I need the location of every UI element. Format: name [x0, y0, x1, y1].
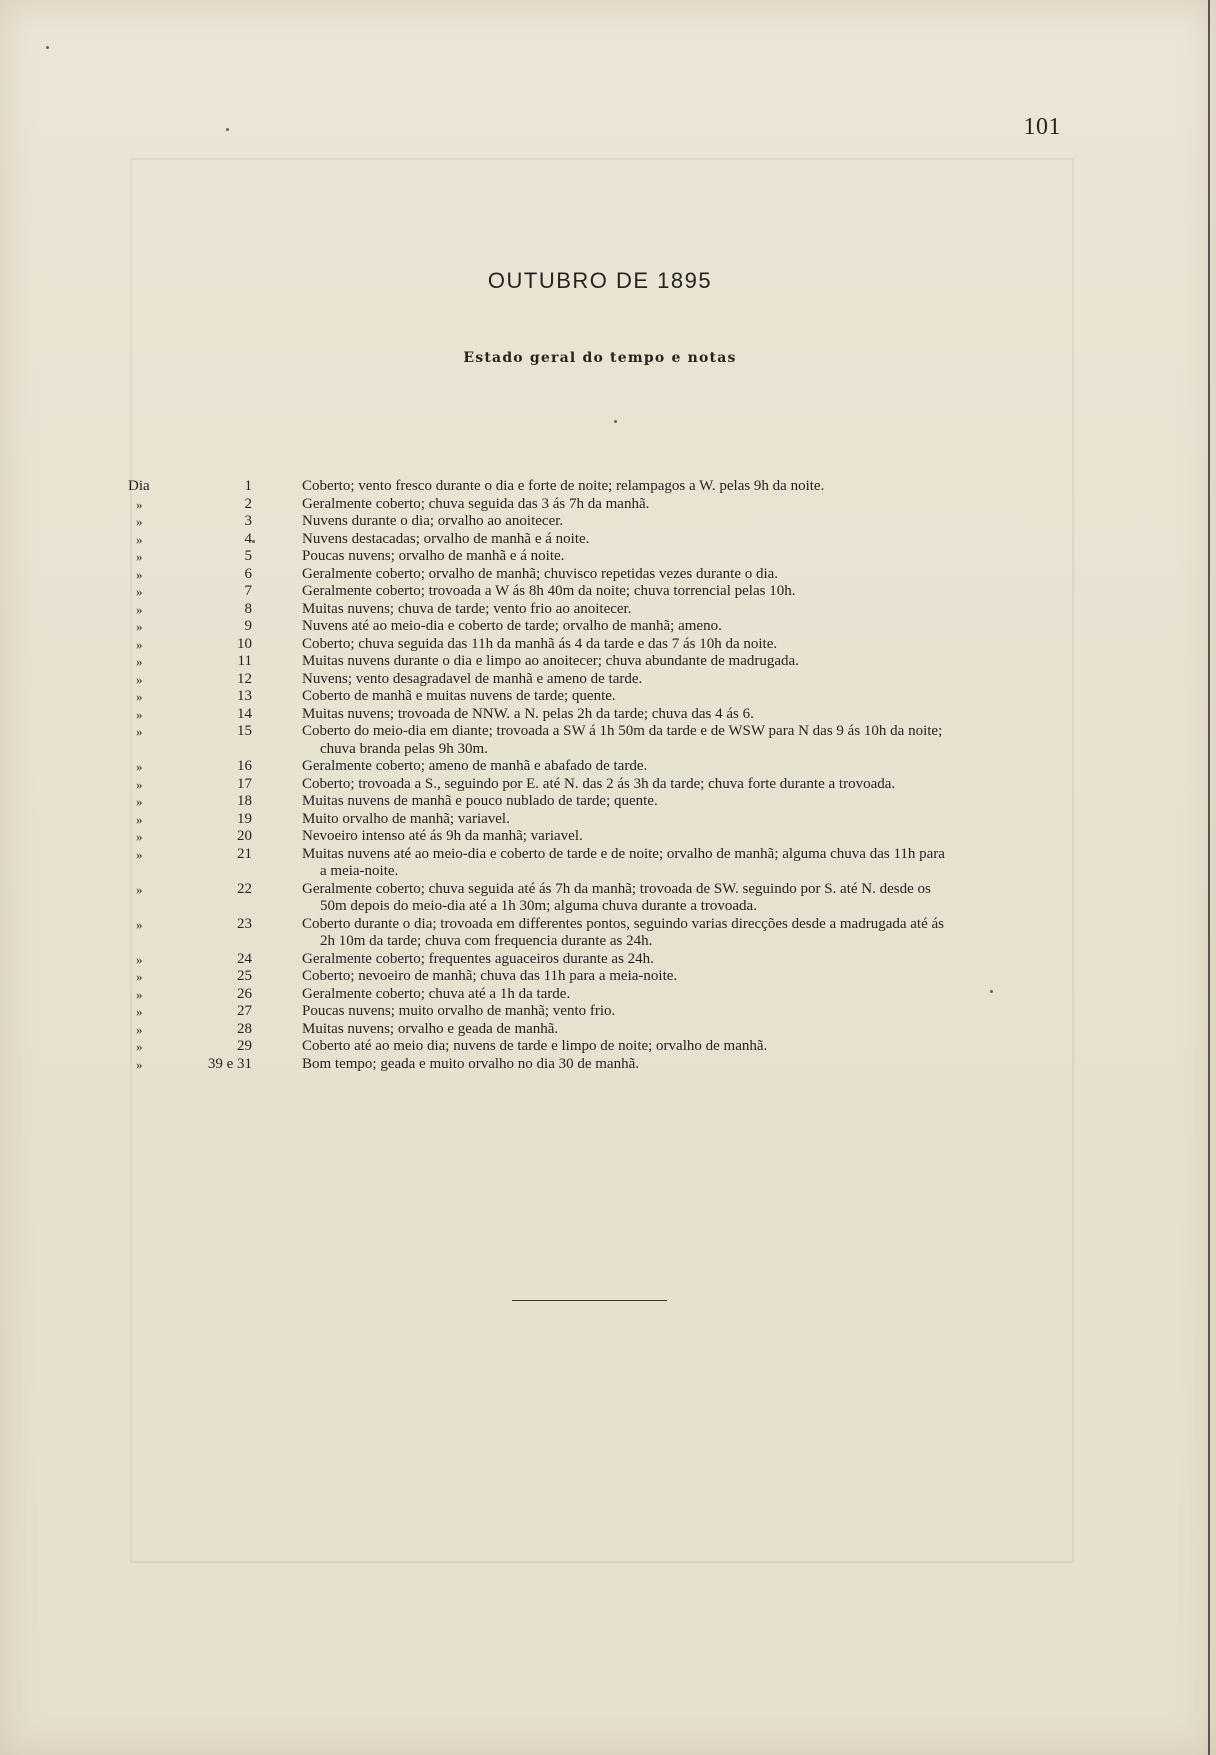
- entry-row: [128, 671, 1063, 689]
- entry-text-line: Muitas nuvens; trovoada de NNW. a N. pelas 2h da tarde; chuva das 4 ás 6.: [302, 705, 754, 722]
- entry-row: [128, 723, 1063, 758]
- entry-day: 23: [237, 915, 252, 932]
- entry-text: [260, 636, 1063, 654]
- entry-day: 27: [237, 1003, 252, 1019]
- entry-text: [260, 793, 1063, 811]
- entry-text: [260, 513, 1063, 531]
- ditto-mark: »: [136, 706, 143, 722]
- entry-text-line: Nuvens; vento desagradavel de manhã e ameno de tarde.: [302, 670, 643, 687]
- entry-text: [260, 496, 1063, 514]
- entry-text-line: Coberto até ao meio dia; nuvens de tarde e limpo de noite; orvalho de manhã.: [302, 1038, 768, 1054]
- entry-day: 24: [237, 950, 252, 967]
- ditto-mark: »: [136, 1039, 143, 1054]
- entry-day: 29: [237, 1038, 252, 1054]
- entry-row: [128, 513, 1063, 531]
- entry-row: [128, 1003, 1063, 1021]
- entry-text-line: Geralmente coberto; chuva seguida até ás 7h da manhã; trovoada de SW. seguindo por S. até N. desde os: [302, 880, 931, 897]
- entry-day: 2: [244, 495, 252, 512]
- entry-day: 28: [237, 1020, 252, 1037]
- entry-row: [128, 601, 1063, 619]
- closing-rule: [512, 1300, 667, 1301]
- ditto-mark: »: [136, 584, 143, 599]
- entry-row: [128, 758, 1063, 776]
- entry-text: [260, 1003, 1063, 1021]
- entry-row: [128, 548, 1063, 566]
- entry-text-line: Nuvens destacadas; orvalho de manhã e á noite.: [302, 530, 590, 547]
- entry-day: 4: [244, 530, 252, 547]
- entry-text: [260, 758, 1063, 776]
- entry-text: [260, 1021, 1063, 1039]
- entry-text: [260, 951, 1063, 969]
- entry-text-line: Muitas nuvens; orvalho e geada de manhã.: [302, 1020, 559, 1037]
- ditto-mark: »: [136, 1021, 143, 1037]
- entry-row: [128, 706, 1063, 724]
- entry-text: [260, 531, 1063, 549]
- entry-day: 13: [237, 688, 252, 704]
- entry-row: [128, 828, 1063, 846]
- entry-row: [128, 496, 1063, 514]
- entry-text: [260, 583, 1063, 601]
- paper-speck: [614, 420, 617, 423]
- entry-day: 11: [237, 653, 252, 669]
- ditto-mark: »: [136, 986, 143, 1002]
- entry-text: [260, 723, 1063, 758]
- entry-day: 6: [244, 565, 252, 582]
- entry-text: [260, 828, 1063, 846]
- entry-text-line: Nevoeiro intenso até ás 9h da manhã; variavel.: [302, 828, 583, 844]
- page-subtitle: Estado geral do tempo e notas: [463, 350, 737, 366]
- entry-text-line: Muitas nuvens; chuva de tarde; vento frio ao anoitecer.: [302, 600, 632, 617]
- entry-day: 26: [237, 985, 252, 1002]
- entry-text: [260, 706, 1063, 724]
- entry-text: [260, 618, 1063, 636]
- entry-day: 14: [237, 705, 252, 722]
- ditto-mark: »: [136, 759, 143, 774]
- ditto-mark: »: [136, 531, 143, 547]
- entry-text-line: Geralmente coberto; frequentes aguaceiros durante as 24h.: [302, 950, 654, 967]
- entry-day: 12: [237, 670, 252, 687]
- entry-row: [128, 583, 1063, 601]
- entry-text-line: Muitas nuvens durante o dia e limpo ao anoitecer; chuva abundante de madrugada.: [302, 653, 799, 669]
- entry-row: [128, 1021, 1063, 1039]
- entry-day: 8: [244, 600, 252, 617]
- ditto-mark: »: [136, 969, 143, 984]
- entry-row: [128, 566, 1063, 584]
- entry-text: [260, 653, 1063, 671]
- entry-row: [128, 951, 1063, 969]
- entry-text: [260, 881, 1063, 916]
- entry-text: [260, 811, 1063, 829]
- entry-day: 3: [244, 513, 252, 529]
- entry-text-line: Nuvens até ao meio-dia e coberto de tarde; orvalho de manhã; ameno.: [302, 618, 722, 634]
- entry-text: [260, 478, 1063, 496]
- ditto-mark: »: [136, 549, 143, 564]
- ditto-mark: »: [136, 846, 143, 862]
- ditto-mark: »: [136, 794, 143, 809]
- entry-text-line: Muitas nuvens de manhã e pouco nublado de tarde; quente.: [302, 793, 658, 809]
- entry-text-line: Muitas nuvens até ao meio-dia e coberto de tarde e de noite; orvalho de manhã; alguma chuva das 11h para: [302, 845, 945, 862]
- ditto-mark: »: [136, 776, 143, 792]
- entry-row: [128, 776, 1063, 794]
- entry-text: [260, 776, 1063, 794]
- ditto-mark: »: [136, 951, 143, 967]
- ditto-mark: »: [136, 636, 143, 652]
- entry-row: [128, 793, 1063, 811]
- ditto-mark: »: [136, 1004, 143, 1019]
- entry-text-line: Coberto; vento fresco durante o dia e forte de noite; relampagos a W. pelas 9h da noite.: [302, 478, 825, 494]
- entry-row: [128, 1056, 1063, 1074]
- entry-text-line: Muito orvalho de manhã; variavel.: [302, 810, 510, 827]
- ditto-mark: »: [136, 916, 143, 932]
- entry-text: [260, 688, 1063, 706]
- ditto-mark: »: [136, 619, 143, 634]
- entry-day: 7: [244, 583, 252, 599]
- ditto-mark: »: [136, 689, 143, 704]
- entry-day: 39 e 31: [207, 1055, 252, 1072]
- entry-row: [128, 1038, 1063, 1056]
- paper-speck: [252, 540, 255, 543]
- entry-text: [260, 601, 1063, 619]
- entry-row: [128, 618, 1063, 636]
- entry-day: 21: [237, 845, 252, 862]
- entry-day: 22: [237, 880, 252, 897]
- weather-entries-list: [128, 478, 1063, 1073]
- entry-text: [260, 671, 1063, 689]
- entry-text-line: Coberto de manhã e muitas nuvens de tarde; quente.: [302, 688, 616, 704]
- ditto-mark: »: [136, 1056, 143, 1072]
- entry-text-continuation: 2h 10m da tarde; chuva com frequencia durante as 24h.: [320, 933, 653, 949]
- entry-text: [260, 1056, 1063, 1074]
- ditto-mark: »: [136, 811, 143, 827]
- page-title: OUTUBRO DE 1895: [487, 268, 713, 293]
- entry-day: 15: [237, 723, 252, 739]
- entry-row: [128, 916, 1063, 951]
- ditto-mark: »: [136, 671, 143, 687]
- entry-row: [128, 846, 1063, 881]
- entry-day: 20: [237, 828, 252, 844]
- entry-text-continuation: a meia-noite.: [320, 863, 399, 879]
- entry-day: 19: [237, 810, 252, 827]
- entry-row: [128, 881, 1063, 916]
- entry-row: [128, 478, 1063, 496]
- entry-day: 25: [237, 968, 252, 984]
- page-edge: [1208, 0, 1210, 1755]
- entry-text-line: Coberto durante o dia; trovoada em differentes pontos, seguindo varias direcções desde a madrugada até ás: [302, 915, 944, 932]
- entry-text: [260, 916, 1063, 951]
- entry-row: [128, 688, 1063, 706]
- entry-day: 18: [237, 793, 252, 809]
- ditto-mark: »: [136, 514, 143, 529]
- entry-text: [260, 968, 1063, 986]
- entry-row: [128, 811, 1063, 829]
- entry-text-line: Nuvens durante o dia; orvalho ao anoitecer.: [302, 513, 564, 529]
- paper-speck: [46, 46, 49, 49]
- entry-text: [260, 548, 1063, 566]
- entry-text: [260, 846, 1063, 881]
- ditto-mark: »: [136, 829, 143, 844]
- ditto-mark: »: [136, 881, 143, 897]
- entry-day: 9: [244, 618, 252, 634]
- entry-day: 5: [244, 548, 252, 564]
- entry-row: [128, 636, 1063, 654]
- entry-text-line: Coberto; trovoada a S., seguindo por E. até N. das 2 ás 3h da tarde; chuva forte durante a trovoada.: [302, 775, 896, 792]
- entry-text-line: Bom tempo; geada e muito orvalho no dia 30 de manhã.: [302, 1055, 640, 1072]
- ditto-mark: »: [136, 566, 143, 582]
- entry-text: [260, 986, 1063, 1004]
- paper-speck: [226, 128, 229, 131]
- entry-text-line: Geralmente coberto; chuva seguida das 3 ás 7h da manhã.: [302, 495, 650, 512]
- paper-speck: [990, 990, 993, 993]
- entry-text: [260, 566, 1063, 584]
- entry-day: 1: [244, 478, 252, 494]
- entry-text-line: Poucas nuvens; muito orvalho de manhã; vento frio.: [302, 1003, 616, 1019]
- page-number: 101: [1023, 114, 1061, 140]
- entry-text-line: Coberto do meio-dia em diante; trovoada a SW á 1h 50m da tarde e de WSW para N das 9 ás 10h da noite;: [302, 723, 943, 739]
- day-label: Dia: [128, 478, 150, 494]
- entry-row: [128, 653, 1063, 671]
- ditto-mark: »: [136, 724, 143, 739]
- ditto-mark: »: [136, 654, 143, 669]
- entry-text-line: Coberto; chuva seguida das 11h da manhã ás 4 da tarde e das 7 ás 10h da noite.: [302, 635, 778, 652]
- entry-text-line: Coberto; nevoeiro de manhã; chuva das 11h para a meia-noite.: [302, 968, 678, 984]
- entry-day: 17: [237, 775, 252, 792]
- entry-text-continuation: 50m depois do meio-dia até a 1h 30m; alguma chuva durante a trovoada.: [320, 898, 757, 914]
- entry-text-line: Geralmente coberto; orvalho de manhã; chuvisco repetidas vezes durante o dia.: [302, 565, 779, 582]
- entry-text-line: Geralmente coberto; chuva até a 1h da tarde.: [302, 985, 571, 1002]
- ditto-mark: »: [136, 601, 143, 617]
- entry-text-line: Poucas nuvens; orvalho de manhã e á noite.: [302, 548, 565, 564]
- ditto-mark: »: [136, 496, 143, 512]
- entry-day: 16: [237, 758, 252, 774]
- entry-text: [260, 1038, 1063, 1056]
- entry-text-continuation: chuva branda pelas 9h 30m.: [320, 740, 488, 757]
- entry-text-line: Geralmente coberto; ameno de manhã e abafado de tarde.: [302, 758, 648, 774]
- entry-day: 10: [237, 635, 252, 652]
- entry-text-line: Geralmente coberto; trovoada a W ás 8h 40m da noite; chuva torrencial pelas 10h.: [302, 583, 796, 599]
- entry-row: [128, 986, 1063, 1004]
- entry-row: [128, 968, 1063, 986]
- entry-row: [128, 531, 1063, 549]
